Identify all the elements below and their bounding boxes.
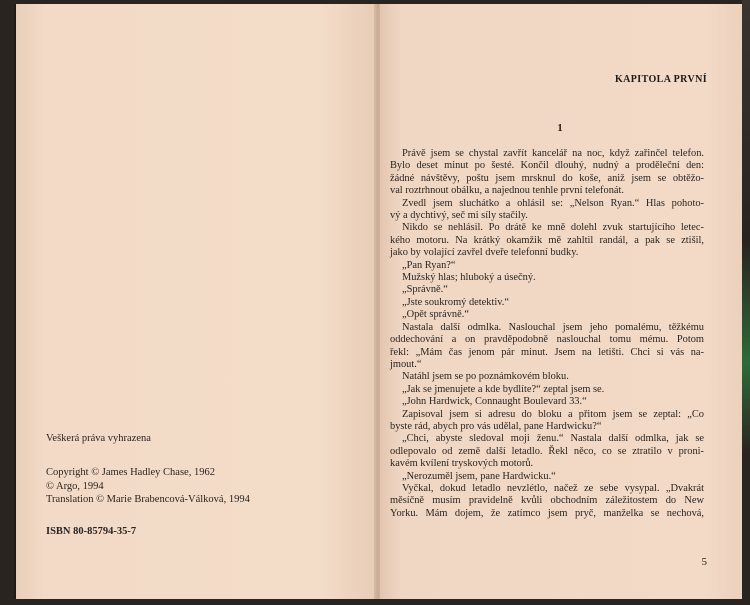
chapter-title: KAPITOLA PRVNÍ <box>614 74 707 85</box>
text-line: „Opět správně.“ <box>402 309 469 321</box>
book-edge <box>742 0 750 605</box>
text-line: Vyčkal, dokud letadlo nevzlétlo, načež ze sebe vysypal. „Dvakrát <box>402 482 704 494</box>
text-line: Natáhl jsem se po poznámkovém bloku. <box>402 371 569 383</box>
copyright-line: © Argo, 1994 <box>46 480 104 492</box>
text-line: „Správně.“ <box>402 284 448 296</box>
text-line: val roztrhnout obálku, a najednou tenhle první telefonát. <box>390 185 625 197</box>
text-line: oddechování a on pravděpodobně naslouchal tomu mému. Potom <box>390 334 704 346</box>
text-line: „Jste soukromý detektiv.“ <box>402 296 509 308</box>
section-number: 1 <box>557 123 563 134</box>
text-line: „Jak se jmenujete a kde bydlíte?“ zeptal jsem se. <box>402 383 605 395</box>
text-line: Právě jsem se chystal zavřít kancelář na noc, když zařinčel telefon. <box>402 148 704 159</box>
text-line: Zvedl jsem sluchátko a ohlásil se: „Nelson Ryan.“ Hlas pohoto- <box>402 197 704 209</box>
isbn: ISBN 80-85794-35-7 <box>46 526 137 537</box>
body-text <box>390 148 704 520</box>
rights-notice: Veškerá práva vyhrazena <box>46 433 151 444</box>
text-line: kého motoru. Na krátký okamžik mě zahltil randál, a pak se ztišil, <box>390 234 704 246</box>
text-line: Yorku. Mám dojem, že zatímco jsem pryč, manželka se nechová, <box>390 507 704 519</box>
text-line: žádné návštěvy, poštu jsem mrsknul do koše, aniž jsem se obtěžo- <box>390 172 704 184</box>
text-line: byste rád, abych pro vás udělal, pane Hardwicku?“ <box>390 420 602 432</box>
text-line: jako by volající zavřel dveře telefonní budky. <box>390 247 579 259</box>
copyright-block <box>46 466 250 507</box>
text-line: měsíčně musím pravidelně kvůli obchodním záležitostem do New <box>390 495 704 507</box>
text-line: „John Hardwick, Connaught Boulevard 33.“ <box>402 396 587 408</box>
text-line: Nikdo se nehlásil. Po drátě ke mně dolehl zvuk startujícího letec- <box>402 222 704 234</box>
page-number: 5 <box>701 556 707 568</box>
text-line: kavém kvílení tryskových motorů. <box>390 458 534 470</box>
copyright-line: Copyright © James Hadley Chase, 1962 <box>46 467 215 478</box>
left-page <box>14 4 376 599</box>
copyright-line: Translation © Marie Brabencová-Válková, 1994 <box>46 494 250 505</box>
text-line: odlepovalo od země další letadlo. Řekl něco, co se ztratilo v proni- <box>390 445 704 457</box>
text-line: Bylo deset minut po šesté. Končil dlouhý, nudný a proděleční den: <box>390 160 704 172</box>
text-line: „Nerozuměl jsem, pane Hardwicku.“ <box>402 470 556 482</box>
text-line: Mužský hlas; hluboký a úsečný. <box>402 272 536 284</box>
text-line: Zapisoval jsem si adresu do bloku a přitom jsem se zeptal: „Co <box>402 408 704 420</box>
text-line: vý a dychtivý, seč mi síly stačily. <box>390 210 528 222</box>
text-line: řekl: „Mám čas jenom pár minut. Jsem na letišti. Chci si vás na- <box>390 346 704 358</box>
text-line: jmout.“ <box>390 358 422 370</box>
text-line: „Chci, abyste sledoval moji ženu.“ Nastala další odmlka, jak se <box>402 433 704 445</box>
right-page <box>380 4 742 599</box>
text-line: Nastala další odmlka. Naslouchal jsem jeho pomalému, těžkému <box>402 321 704 333</box>
text-line: „Pan Ryan?“ <box>402 259 456 271</box>
